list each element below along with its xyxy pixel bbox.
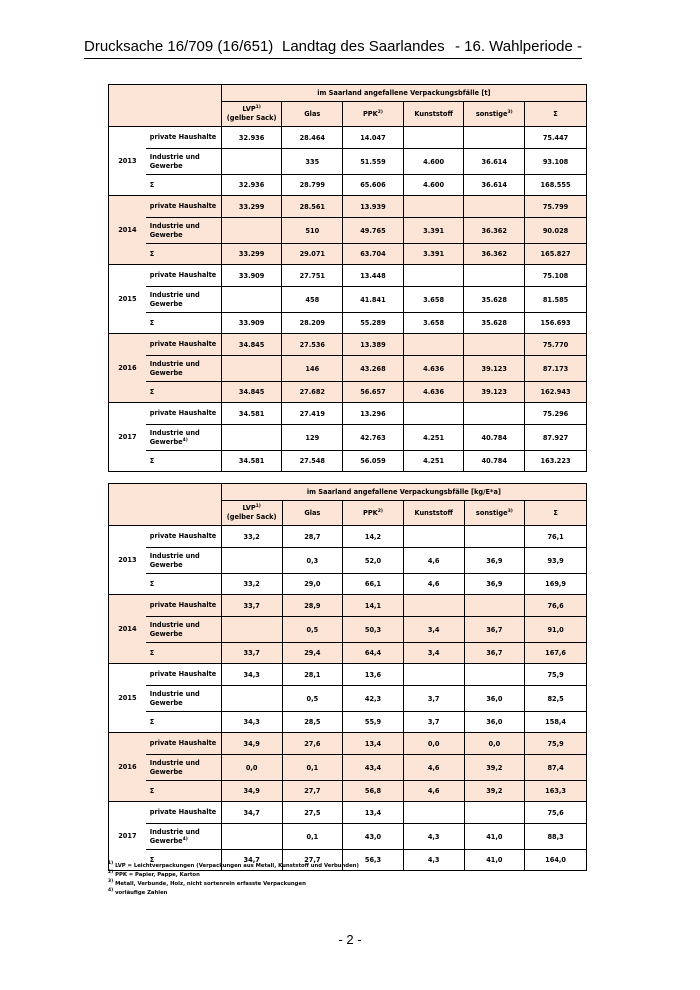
value-cell: 82,5 [525, 686, 587, 712]
value-cell [403, 127, 464, 149]
value-cell: 27,7 [282, 850, 343, 871]
value-cell: 39.123 [464, 382, 525, 403]
value-cell: 29,4 [282, 643, 343, 664]
table-row [109, 218, 587, 244]
value-cell: 75,6 [525, 802, 587, 824]
col-lvp: LVP$^{1)}$ (gelber Sack) [221, 501, 282, 526]
value-cell: 36.362 [464, 244, 525, 265]
value-cell: 4,6 [403, 755, 464, 781]
value-cell: 28.799 [282, 175, 343, 196]
year-cell: 2017 [109, 403, 146, 472]
value-cell: 87.927 [525, 425, 587, 451]
value-cell [221, 287, 282, 313]
value-cell: 3,7 [403, 712, 464, 733]
row-label: Industrie und Gewerbe [146, 686, 222, 712]
value-cell: 93,9 [525, 548, 587, 574]
value-cell: 55.289 [343, 313, 404, 334]
value-cell: 33,7 [221, 643, 282, 664]
value-cell: 28,5 [282, 712, 343, 733]
value-cell [221, 218, 282, 244]
row-label: private Haushalte [146, 127, 222, 149]
value-cell: 56,3 [343, 850, 404, 871]
row-label: Industrie und Gewerbe [146, 548, 222, 574]
footnote-4: $^{4)}$ vorläufige Zahlen [108, 888, 168, 896]
col-glas: Glas [282, 102, 343, 127]
document-number: Drucksache 16/709 (16/651) [84, 38, 274, 55]
value-cell: 75.108 [525, 265, 587, 287]
value-cell [464, 802, 525, 824]
value-cell [403, 802, 464, 824]
value-cell: 164,0 [525, 850, 587, 871]
row-label: Industrie und Gewerbe [146, 755, 222, 781]
table-row [109, 802, 587, 824]
table-title: im Saarland angefallene Verpackungsbfälle [kg/E*a] [221, 484, 586, 501]
row-label: Σ [146, 781, 222, 802]
row-label: private Haushalte [146, 733, 222, 755]
value-cell: 49.765 [343, 218, 404, 244]
table-row [109, 382, 587, 403]
row-label: private Haushalte [146, 265, 222, 287]
col-sonstige: sonstige$^{3)}$ [464, 102, 525, 127]
value-cell: 50,3 [343, 617, 404, 643]
value-cell: 41,0 [464, 850, 525, 871]
value-cell: 27,6 [282, 733, 343, 755]
footnote-3: $^{3)}$ Metall, Verbunde, Holz, nicht sortenrein erfasste Verpackungen [108, 879, 306, 887]
row-label: private Haushalte [146, 196, 222, 218]
header-empty-cell [109, 85, 222, 127]
col-kunststoff: Kunststoff [403, 501, 464, 526]
value-cell: 4.636 [403, 356, 464, 382]
table-row [109, 287, 587, 313]
value-cell: 27.419 [282, 403, 343, 425]
parliament-name: Landtag des Saarlandes [282, 38, 445, 55]
year-cell: 2014 [109, 595, 146, 664]
col-ppk: PPK$^{2)}$ [343, 102, 404, 127]
value-cell: 34,3 [221, 712, 282, 733]
value-cell: 146 [282, 356, 343, 382]
value-cell: 163.223 [525, 451, 587, 472]
value-cell: 34,7 [221, 850, 282, 871]
table-row [109, 356, 587, 382]
value-cell: 87,4 [525, 755, 587, 781]
year-cell: 2013 [109, 526, 146, 595]
value-cell: 33,2 [221, 526, 282, 548]
value-cell: 32.936 [221, 175, 282, 196]
table-row [109, 733, 587, 755]
col-sum: Σ [525, 102, 587, 127]
value-cell: 40.784 [464, 425, 525, 451]
value-cell: 13.296 [343, 403, 404, 425]
value-cell: 36,9 [464, 574, 525, 595]
year-cell: 2016 [109, 334, 146, 403]
page-header [84, 36, 582, 59]
value-cell: 36,7 [464, 643, 525, 664]
row-label: Σ [146, 850, 222, 871]
table-row [109, 755, 587, 781]
value-cell: 90.028 [525, 218, 587, 244]
value-cell: 52,0 [343, 548, 404, 574]
table-row [109, 526, 587, 548]
value-cell: 158,4 [525, 712, 587, 733]
table-row [109, 313, 587, 334]
value-cell [221, 149, 282, 175]
value-cell: 34,7 [221, 802, 282, 824]
value-cell: 4.600 [403, 149, 464, 175]
value-cell [221, 356, 282, 382]
value-cell: 39.123 [464, 356, 525, 382]
value-cell: 33.299 [221, 196, 282, 218]
value-cell: 56,8 [343, 781, 404, 802]
value-cell: 162.943 [525, 382, 587, 403]
value-cell [403, 526, 464, 548]
value-cell: 51.559 [343, 149, 404, 175]
row-label: Industrie und Gewerbe [146, 356, 222, 382]
value-cell: 27,7 [282, 781, 343, 802]
value-cell [403, 664, 464, 686]
value-cell: 75.296 [525, 403, 587, 425]
value-cell [403, 403, 464, 425]
waste-table-per-capita [108, 483, 587, 871]
header-empty-cell [109, 484, 222, 526]
value-cell: 33.909 [221, 313, 282, 334]
value-cell: 28.209 [282, 313, 343, 334]
value-cell: 34,3 [221, 664, 282, 686]
legislative-period: - 16. Wahlperiode - [454, 38, 582, 55]
value-cell: 28,7 [282, 526, 343, 548]
table-row [109, 451, 587, 472]
value-cell: 13,6 [343, 664, 404, 686]
value-cell: 34.581 [221, 403, 282, 425]
value-cell: 510 [282, 218, 343, 244]
value-cell: 32.936 [221, 127, 282, 149]
value-cell: 3,7 [403, 686, 464, 712]
value-cell: 29,0 [282, 574, 343, 595]
year-cell: 2016 [109, 733, 146, 802]
row-label: Industrie und Gewerbe [146, 149, 222, 175]
value-cell: 35.628 [464, 287, 525, 313]
value-cell: 3,4 [403, 617, 464, 643]
value-cell: 4,6 [403, 781, 464, 802]
table-row [109, 643, 587, 664]
value-cell [403, 265, 464, 287]
value-cell: 34,9 [221, 781, 282, 802]
value-cell: 76,6 [525, 595, 587, 617]
value-cell: 4,6 [403, 548, 464, 574]
value-cell [464, 196, 525, 218]
row-label: Σ [146, 643, 222, 664]
value-cell [464, 526, 525, 548]
value-cell: 75.447 [525, 127, 587, 149]
table-row [109, 175, 587, 196]
value-cell: 81.585 [525, 287, 587, 313]
row-label: private Haushalte [146, 334, 222, 356]
value-cell [221, 824, 282, 850]
table-row [109, 574, 587, 595]
year-cell: 2015 [109, 265, 146, 334]
value-cell: 36.614 [464, 175, 525, 196]
table-row [109, 403, 587, 425]
value-cell: 28.561 [282, 196, 343, 218]
value-cell [464, 595, 525, 617]
row-label: Σ [146, 574, 222, 595]
value-cell [464, 127, 525, 149]
value-cell: 3.391 [403, 218, 464, 244]
value-cell: 75.770 [525, 334, 587, 356]
value-cell [464, 403, 525, 425]
value-cell: 34.581 [221, 451, 282, 472]
value-cell [221, 686, 282, 712]
year-cell: 2014 [109, 196, 146, 265]
value-cell [403, 595, 464, 617]
value-cell: 0,3 [282, 548, 343, 574]
value-cell: 33.299 [221, 244, 282, 265]
row-label: Industrie und Gewerbe [146, 287, 222, 313]
value-cell: 4.600 [403, 175, 464, 196]
value-cell: 0,1 [282, 755, 343, 781]
value-cell: 13.939 [343, 196, 404, 218]
value-cell: 76,1 [525, 526, 587, 548]
footnote-2: $^{2)}$ PPK = Papier, Pappe, Karton [108, 870, 200, 878]
row-label: Σ [146, 382, 222, 403]
value-cell: 34.845 [221, 382, 282, 403]
value-cell: 93.108 [525, 149, 587, 175]
col-lvp: LVP$^{1)}$ (gelber Sack) [221, 102, 282, 127]
value-cell: 36,0 [464, 686, 525, 712]
value-cell: 36,0 [464, 712, 525, 733]
row-label: Σ [146, 712, 222, 733]
col-sum: Σ [525, 501, 587, 526]
value-cell: 3.658 [403, 313, 464, 334]
value-cell: 13,4 [343, 802, 404, 824]
value-cell: 129 [282, 425, 343, 451]
value-cell: 0,0 [403, 733, 464, 755]
value-cell: 0,0 [221, 755, 282, 781]
value-cell: 14.047 [343, 127, 404, 149]
value-cell: 75,9 [525, 733, 587, 755]
value-cell: 56.059 [343, 451, 404, 472]
value-cell: 27,5 [282, 802, 343, 824]
row-label: Industrie und Gewerbe [146, 617, 222, 643]
value-cell: 165.827 [525, 244, 587, 265]
row-label: Σ [146, 175, 222, 196]
row-label: private Haushalte [146, 526, 222, 548]
col-sonstige: sonstige$^{3)}$ [464, 501, 525, 526]
value-cell: 40.784 [464, 451, 525, 472]
value-cell: 13.389 [343, 334, 404, 356]
year-cell: 2017 [109, 802, 146, 871]
value-cell: 33.909 [221, 265, 282, 287]
value-cell: 43,0 [343, 824, 404, 850]
value-cell: 39,2 [464, 781, 525, 802]
page-number: - 2 - [338, 932, 362, 947]
table-row [109, 149, 587, 175]
waste-table-tonnes [108, 84, 587, 472]
value-cell: 34,9 [221, 733, 282, 755]
value-cell: 4,6 [403, 574, 464, 595]
table-row [109, 548, 587, 574]
value-cell: 0,1 [282, 824, 343, 850]
table-row [109, 244, 587, 265]
value-cell: 63.704 [343, 244, 404, 265]
value-cell: 156.693 [525, 313, 587, 334]
value-cell: 458 [282, 287, 343, 313]
value-cell: 3,4 [403, 643, 464, 664]
table-row [109, 781, 587, 802]
table-row [109, 595, 587, 617]
value-cell: 39,2 [464, 755, 525, 781]
value-cell: 0,5 [282, 617, 343, 643]
table-row [109, 824, 587, 850]
value-cell: 36.614 [464, 149, 525, 175]
value-cell: 91,0 [525, 617, 587, 643]
value-cell: 41.841 [343, 287, 404, 313]
table-row [109, 196, 587, 218]
row-label: Σ [146, 313, 222, 334]
value-cell: 34.845 [221, 334, 282, 356]
value-cell: 88,3 [525, 824, 587, 850]
value-cell: 55,9 [343, 712, 404, 733]
row-label: Industrie und Gewerbe$^{4)}$ [146, 425, 222, 451]
row-label: private Haushalte [146, 403, 222, 425]
value-cell: 335 [282, 149, 343, 175]
value-cell [403, 334, 464, 356]
row-label: private Haushalte [146, 595, 222, 617]
table-row [109, 686, 587, 712]
row-label: private Haushalte [146, 664, 222, 686]
value-cell: 13.448 [343, 265, 404, 287]
value-cell: 167,6 [525, 643, 587, 664]
row-label: Industrie und Gewerbe$^{4)}$ [146, 824, 222, 850]
table-row [109, 617, 587, 643]
value-cell: 65.606 [343, 175, 404, 196]
table-row [109, 334, 587, 356]
value-cell [221, 548, 282, 574]
col-kunststoff: Kunststoff [403, 102, 464, 127]
value-cell [403, 196, 464, 218]
value-cell: 4,3 [403, 824, 464, 850]
value-cell: 66,1 [343, 574, 404, 595]
row-label: Industrie und Gewerbe [146, 218, 222, 244]
table-row [109, 127, 587, 149]
value-cell: 36,7 [464, 617, 525, 643]
col-ppk: PPK$^{2)}$ [343, 501, 404, 526]
value-cell: 27.751 [282, 265, 343, 287]
value-cell: 168.555 [525, 175, 587, 196]
value-cell: 27.548 [282, 451, 343, 472]
value-cell: 43,4 [343, 755, 404, 781]
col-glas: Glas [282, 501, 343, 526]
value-cell: 0,5 [282, 686, 343, 712]
value-cell: 27.682 [282, 382, 343, 403]
value-cell: 75,9 [525, 664, 587, 686]
value-cell: 27.536 [282, 334, 343, 356]
value-cell: 14,1 [343, 595, 404, 617]
table-row [109, 425, 587, 451]
footnotes [108, 862, 359, 898]
value-cell: 28,1 [282, 664, 343, 686]
value-cell: 169,9 [525, 574, 587, 595]
value-cell: 13,4 [343, 733, 404, 755]
value-cell: 42.763 [343, 425, 404, 451]
table-row [109, 664, 587, 686]
value-cell: 56.657 [343, 382, 404, 403]
value-cell: 41,0 [464, 824, 525, 850]
value-cell: 3.391 [403, 244, 464, 265]
value-cell: 36.362 [464, 218, 525, 244]
value-cell: 4.251 [403, 425, 464, 451]
year-cell: 2015 [109, 664, 146, 733]
row-label: Σ [146, 451, 222, 472]
value-cell: 28,9 [282, 595, 343, 617]
value-cell: 29.071 [282, 244, 343, 265]
value-cell: 64,4 [343, 643, 404, 664]
value-cell [221, 617, 282, 643]
value-cell: 14,2 [343, 526, 404, 548]
footnote-1: $^{1)}$ LVP = Leichtverpackungen (Verpackungen aus Metall, Kunststoff und Verbunden) [108, 861, 359, 869]
value-cell: 87.173 [525, 356, 587, 382]
value-cell: 75.799 [525, 196, 587, 218]
value-cell: 3.658 [403, 287, 464, 313]
value-cell: 4,3 [403, 850, 464, 871]
value-cell [221, 425, 282, 451]
value-cell: 36,9 [464, 548, 525, 574]
row-label: Σ [146, 244, 222, 265]
value-cell: 33,7 [221, 595, 282, 617]
value-cell: 0,0 [464, 733, 525, 755]
year-cell: 2013 [109, 127, 146, 196]
value-cell: 28.464 [282, 127, 343, 149]
table-title: im Saarland angefallene Verpackungsbfälle [t] [221, 85, 586, 102]
row-label: private Haushalte [146, 802, 222, 824]
value-cell: 4.636 [403, 382, 464, 403]
value-cell [464, 664, 525, 686]
value-cell: 35.628 [464, 313, 525, 334]
value-cell [464, 334, 525, 356]
value-cell: 42,3 [343, 686, 404, 712]
table-row [109, 712, 587, 733]
value-cell: 43.268 [343, 356, 404, 382]
value-cell: 4.251 [403, 451, 464, 472]
value-cell: 163,3 [525, 781, 587, 802]
table-row [109, 265, 587, 287]
value-cell [464, 265, 525, 287]
value-cell: 33,2 [221, 574, 282, 595]
